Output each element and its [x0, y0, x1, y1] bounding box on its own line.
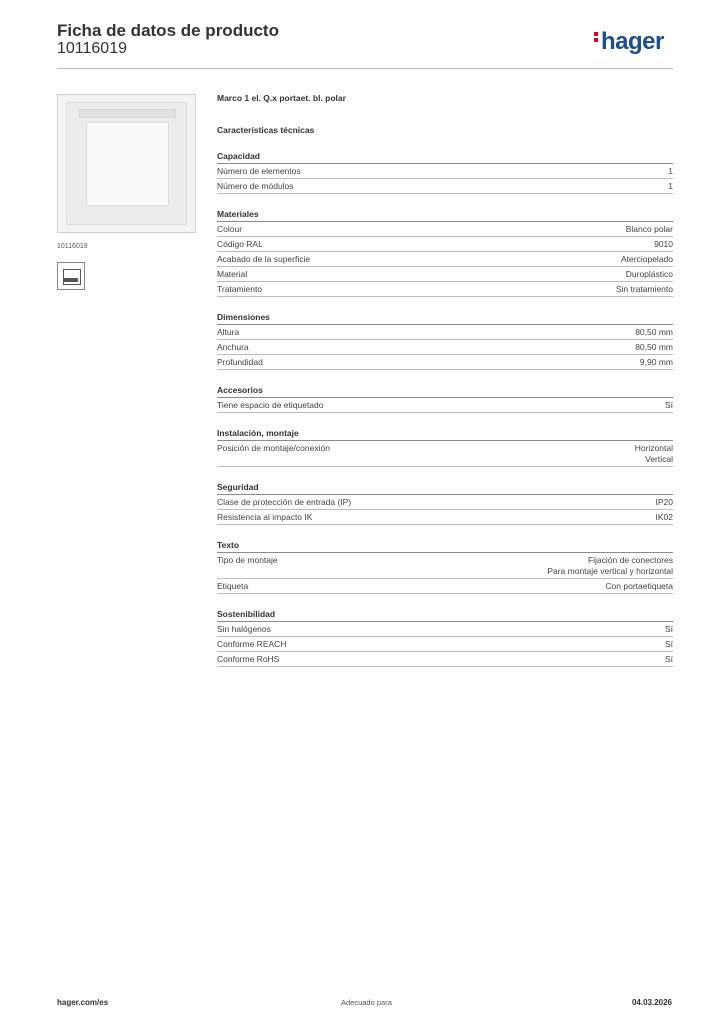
spec-row [217, 553, 673, 579]
section-title: Características técnicas [217, 125, 315, 135]
group-title: Dimensiones [217, 311, 673, 325]
spec-value [635, 443, 673, 465]
spec-content [217, 92, 673, 667]
spec-group [217, 150, 673, 194]
spec-value [665, 654, 673, 665]
spec-value [668, 166, 673, 177]
image-caption: 10116019 [57, 243, 88, 250]
spec-value [547, 555, 673, 577]
spec-value [616, 284, 673, 295]
spec-value [668, 181, 673, 192]
group-title: Accesorios [217, 384, 673, 398]
product-image [57, 94, 196, 233]
spec-value [626, 224, 673, 235]
spec-value-line: Sí [664, 638, 673, 649]
spec-value-line: Sin tratamiento [615, 283, 673, 294]
spec-value-line: 80,50 mm [635, 341, 673, 352]
spec-value-line: IP20 [655, 496, 673, 507]
spec-row [217, 510, 673, 525]
spec-value [605, 581, 673, 592]
group-title: Texto [217, 539, 673, 553]
spec-value [656, 497, 674, 508]
spec-label: Anchura [217, 341, 249, 352]
spec-value-line: Blanco polar [625, 223, 673, 234]
spec-value [640, 357, 673, 368]
spec-value-line: Vertical [645, 453, 673, 464]
installation-frame-icon [57, 262, 85, 290]
spec-value-line: 80,50 mm [635, 326, 673, 337]
spec-label: Clase de protección de entrada (IP) [217, 496, 352, 507]
spec-row [217, 222, 673, 237]
spec-label: Colour [217, 223, 243, 234]
spec-row [217, 340, 673, 355]
spec-row [217, 267, 673, 282]
frame-label-holder [79, 109, 176, 118]
spec-value-line: Para montaje vertical y horizontal [547, 565, 673, 576]
spec-row [217, 441, 673, 467]
footer-date: 04.03.2026 [631, 998, 672, 1007]
spec-row [217, 282, 673, 297]
icon-bar [64, 278, 78, 282]
spec-value-line: 1 [668, 180, 673, 191]
spec-row [217, 179, 673, 194]
spec-group [217, 311, 673, 370]
product-code: 10116019 [57, 40, 127, 57]
spec-label: Etiqueta [217, 580, 249, 591]
footer-website[interactable]: hager.com/es [57, 998, 109, 1007]
spec-group [217, 481, 673, 525]
spec-label: Conforme REACH [217, 638, 287, 649]
spec-value-line: Con portaetiqueta [605, 580, 673, 591]
group-title: Seguridad [217, 481, 673, 495]
spec-row [217, 622, 673, 637]
group-title: Sostenibilidad [217, 608, 673, 622]
spec-label: Posición de montaje/conexión [217, 442, 330, 453]
frame-picture [66, 102, 187, 225]
spec-value [635, 342, 673, 353]
frame-opening [86, 122, 169, 206]
spec-group [217, 427, 673, 467]
group-title: Capacidad [217, 150, 673, 164]
spec-row [217, 355, 673, 370]
spec-group [217, 384, 673, 413]
spec-value-line: Duroplástico [625, 268, 673, 279]
spec-label: Acabado de la superficie [217, 253, 311, 264]
spec-value [626, 269, 673, 280]
spec-groups [217, 150, 673, 667]
spec-value [635, 327, 673, 338]
spec-label: Código RAL [217, 238, 263, 249]
hager-logo [594, 28, 664, 56]
spec-label: Tipo de montaje [217, 554, 278, 565]
spec-group [217, 539, 673, 594]
spec-group [217, 208, 673, 297]
spec-label: Resistencia al impacto IK [217, 511, 313, 522]
logo-dots-icon [594, 30, 600, 44]
spec-value-line: Sí [664, 399, 673, 410]
spec-value-line: Sí [664, 653, 673, 664]
spec-row [217, 637, 673, 652]
spec-value [665, 400, 673, 411]
spec-value [654, 239, 673, 250]
spec-value-line: IK02 [655, 511, 673, 522]
spec-row [217, 652, 673, 667]
spec-label: Material [217, 268, 248, 279]
group-title: Materiales [217, 208, 673, 222]
icon-box [63, 269, 81, 285]
spec-value-line: Sí [664, 623, 673, 634]
group-title: Instalación, montaje [217, 427, 673, 441]
spec-value-line: 9010 [654, 238, 673, 249]
spec-value-line: Aterciopelado [621, 253, 673, 264]
spec-label: Profundidad [217, 356, 263, 367]
spec-row [217, 325, 673, 340]
document-title: Ficha de datos de producto [57, 21, 279, 40]
spec-row [217, 164, 673, 179]
spec-value-line: 9,90 mm [639, 356, 673, 367]
spec-value [665, 624, 673, 635]
spec-row [217, 252, 673, 267]
spec-label: Número de módulos [217, 180, 294, 191]
spec-label: Sin halógenos [217, 623, 271, 634]
spec-label: Conforme RoHS [217, 653, 280, 664]
spec-row [217, 237, 673, 252]
spec-label: Altura [217, 326, 240, 337]
spec-label: Tratamiento [217, 283, 263, 294]
spec-row [217, 495, 673, 510]
spec-value-line: Horizontal [634, 442, 673, 453]
product-name: Marco 1 el. Q.x portaet. bl. polar [217, 93, 346, 103]
spec-value-line: Fijación de conectores [587, 554, 673, 565]
spec-label: Tiene espacio de etiquetado [217, 399, 324, 410]
spec-value-line: 1 [668, 165, 673, 176]
spec-value [665, 639, 673, 650]
spec-row [217, 579, 673, 594]
logo-text: hager [601, 28, 664, 55]
spec-value [621, 254, 673, 265]
spec-group [217, 608, 673, 667]
footer-note: Adecuado para [341, 998, 392, 1007]
spec-value [656, 512, 674, 523]
header-divider [57, 68, 673, 69]
spec-label: Número de elementos [217, 165, 301, 176]
spec-row [217, 398, 673, 413]
